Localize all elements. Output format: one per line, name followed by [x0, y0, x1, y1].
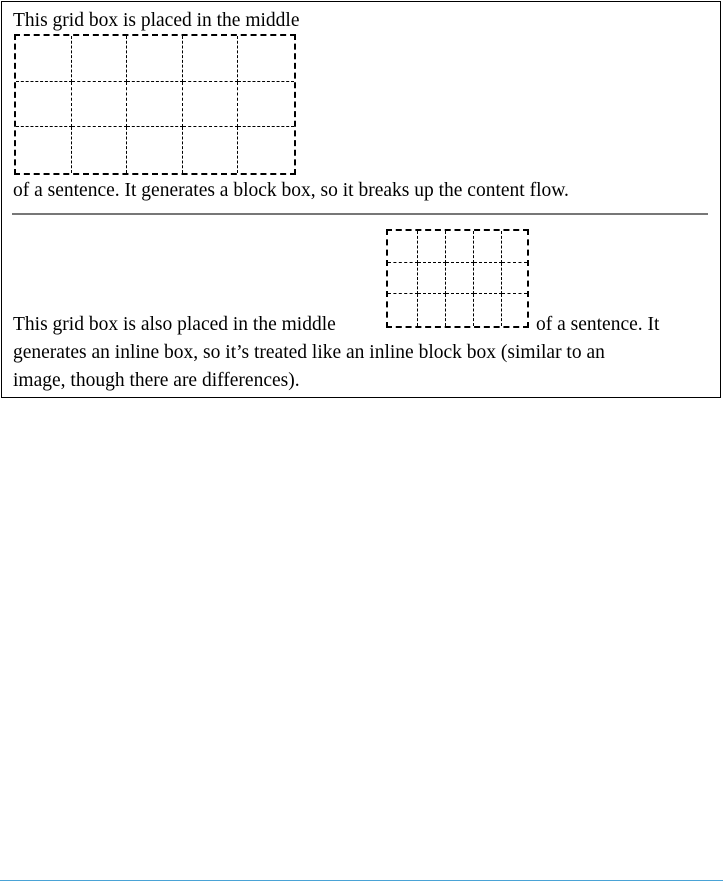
grid-cell — [446, 294, 474, 326]
grid-cell — [183, 36, 239, 82]
grid-cell — [16, 127, 72, 173]
grid-cell — [446, 263, 474, 295]
inline-grid-box — [386, 229, 529, 328]
grid-cell — [238, 127, 294, 173]
grid-cell — [238, 36, 294, 82]
grid-cell — [446, 231, 474, 263]
grid-cell — [72, 82, 128, 128]
grid-cell — [388, 231, 418, 263]
grid-cell — [183, 127, 239, 173]
page-bottom-rule — [0, 880, 723, 881]
grid-cell — [418, 231, 446, 263]
grid-cell — [502, 263, 527, 295]
grid-cell — [72, 36, 128, 82]
grid-cell — [388, 294, 418, 326]
grid-cell — [72, 127, 128, 173]
grid-cell — [474, 263, 502, 295]
inline-example-text-after: of a sentence. It — [536, 314, 660, 335]
inline-example-line-3: image, though there are differences). — [13, 370, 300, 391]
grid-cell — [238, 82, 294, 128]
block-grid-box — [14, 34, 296, 175]
grid-cell — [418, 294, 446, 326]
grid-cell — [16, 82, 72, 128]
grid-cell — [388, 263, 418, 295]
block-example-text-after: of a sentence. It generates a block box, so it breaks up the content flow. — [13, 180, 569, 201]
inline-example-line-2: generates an inline box, so it’s treated like an inline block box (similar to an — [13, 342, 605, 363]
grid-cell — [502, 231, 527, 263]
grid-cell — [474, 231, 502, 263]
grid-cell — [16, 36, 72, 82]
section-divider — [12, 213, 708, 215]
block-example-text-before: This grid box is placed in the middle — [13, 10, 300, 31]
grid-cell — [127, 82, 183, 128]
grid-cell — [127, 127, 183, 173]
grid-cell — [502, 294, 527, 326]
grid-cell — [474, 294, 502, 326]
grid-cell — [418, 263, 446, 295]
inline-example-text-before: This grid box is also placed in the middle — [13, 314, 336, 335]
grid-cell — [127, 36, 183, 82]
grid-cell — [183, 82, 239, 128]
